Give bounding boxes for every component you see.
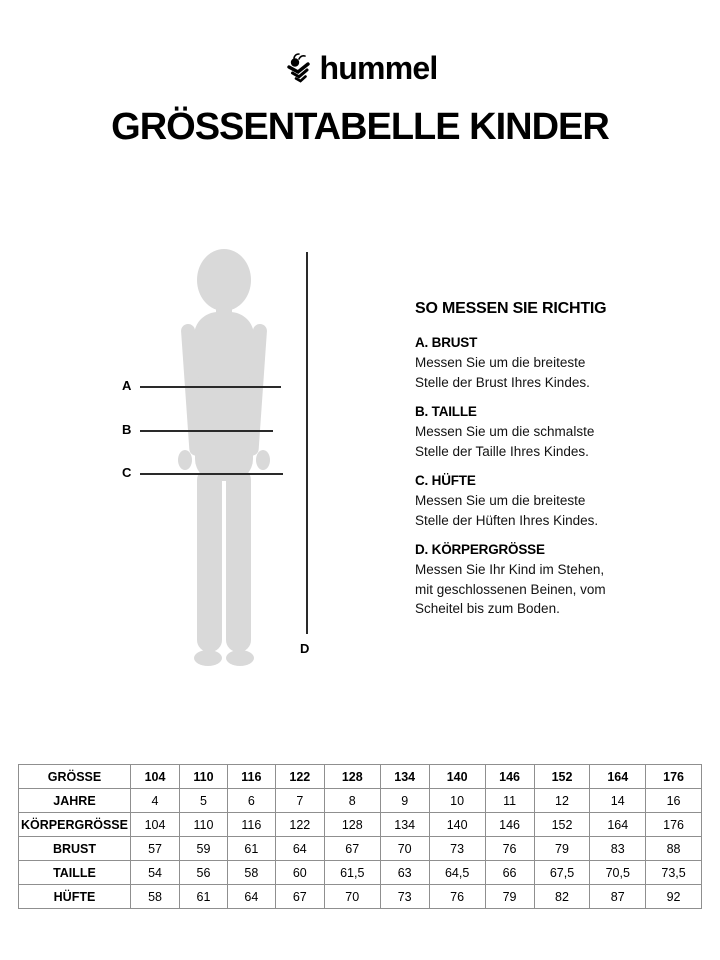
measure-line-d [306,252,308,634]
size-value-cell: 61 [227,837,275,861]
size-value-cell: 66 [485,861,534,885]
measure-line-c [140,473,283,475]
instruction-text: Messen Sie um die schmalste Stelle der Taille Ihres Kindes. [415,424,595,459]
size-value-cell: 58 [130,885,179,909]
measure-label-b: B [122,422,132,437]
size-value-cell: 116 [227,765,275,789]
instruction-item [415,404,615,461]
size-value-cell: 146 [485,765,534,789]
size-value-cell: 70,5 [590,861,646,885]
size-value-cell: 164 [590,765,646,789]
table-row [19,861,702,885]
size-value-cell: 128 [324,765,380,789]
instruction-text: Messen Sie Ihr Kind im Stehen, mit geschlossenen Beinen, vom Scheitel bis zum Boden. [415,562,606,616]
row-label: GRÖSSE [19,765,131,789]
size-table [18,764,702,909]
table-row [19,837,702,861]
size-value-cell: 92 [646,885,702,909]
size-value-cell: 63 [380,861,429,885]
size-value-cell: 76 [429,885,485,909]
size-value-cell: 110 [180,765,228,789]
instruction-item [415,335,615,392]
size-value-cell: 10 [429,789,485,813]
size-value-cell: 9 [380,789,429,813]
row-label: JAHRE [19,789,131,813]
instruction-text: Messen Sie um die breiteste Stelle der Brust Ihres Kindes. [415,355,590,390]
size-value-cell: 176 [646,813,702,837]
measure-label-c: C [122,465,132,480]
size-value-cell: 61,5 [324,861,380,885]
size-value-cell: 152 [534,765,590,789]
size-value-cell: 57 [130,837,179,861]
size-value-cell: 14 [590,789,646,813]
size-value-cell: 67 [275,885,324,909]
size-value-cell: 64 [275,837,324,861]
instructions-title: SO MESSEN SIE RICHTIG [415,300,607,317]
size-value-cell: 61 [180,885,228,909]
size-value-cell: 56 [180,861,228,885]
size-value-cell: 140 [429,813,485,837]
page-title: GRÖSSENTABELLE KINDER [111,106,609,148]
size-value-cell: 64,5 [429,861,485,885]
size-value-cell: 70 [380,837,429,861]
size-value-cell: 104 [130,813,179,837]
size-value-cell: 116 [227,813,275,837]
instruction-list [415,335,615,619]
size-value-cell: 73 [380,885,429,909]
table-row [19,765,702,789]
table-row [19,789,702,813]
size-value-cell: 58 [227,861,275,885]
child-silhouette [166,246,282,675]
instruction-heading: D. KÖRPERGRÖSSE [415,542,545,557]
measure-label-d: D [300,641,310,656]
size-value-cell: 76 [485,837,534,861]
hummel-bee-icon [283,52,317,89]
size-value-cell: 4 [130,789,179,813]
size-value-cell: 82 [534,885,590,909]
measuring-instructions [415,300,615,631]
size-value-cell: 11 [485,789,534,813]
size-value-cell: 79 [485,885,534,909]
instruction-item [415,542,615,619]
size-value-cell: 6 [227,789,275,813]
size-value-cell: 64 [227,885,275,909]
size-value-cell: 83 [590,837,646,861]
row-label: HÜFTE [19,885,131,909]
size-value-cell: 104 [130,765,179,789]
size-value-cell: 176 [646,765,702,789]
hummel-logo [0,50,720,89]
size-value-cell: 134 [380,813,429,837]
size-value-cell: 164 [590,813,646,837]
instruction-heading: C. HÜFTE [415,473,476,488]
brand-wordmark: hummel [319,50,438,86]
instruction-heading: A. BRUST [415,335,478,350]
measure-line-b [140,430,273,432]
instruction-item [415,473,615,530]
size-value-cell: 70 [324,885,380,909]
size-value-cell: 87 [590,885,646,909]
size-value-cell: 110 [180,813,228,837]
table-row [19,885,702,909]
measure-label-a: A [122,378,132,393]
table-row [19,813,702,837]
size-value-cell: 146 [485,813,534,837]
size-value-cell: 12 [534,789,590,813]
instruction-text: Messen Sie um die breiteste Stelle der Hüften Ihres Kindes. [415,493,599,528]
size-value-cell: 122 [275,765,324,789]
size-value-cell: 79 [534,837,590,861]
size-value-cell: 122 [275,813,324,837]
size-value-cell: 152 [534,813,590,837]
size-value-cell: 7 [275,789,324,813]
size-value-cell: 54 [130,861,179,885]
size-value-cell: 8 [324,789,380,813]
size-value-cell: 59 [180,837,228,861]
row-label: BRUST [19,837,131,861]
size-value-cell: 88 [646,837,702,861]
row-label: KÖRPERGRÖSSE [19,813,131,837]
size-value-cell: 73 [429,837,485,861]
size-value-cell: 134 [380,765,429,789]
size-table-body [19,765,702,909]
size-value-cell: 60 [275,861,324,885]
size-value-cell: 140 [429,765,485,789]
row-label: TAILLE [19,861,131,885]
instruction-heading: B. TAILLE [415,404,477,419]
size-value-cell: 67 [324,837,380,861]
size-value-cell: 67,5 [534,861,590,885]
size-value-cell: 128 [324,813,380,837]
size-value-cell: 73,5 [646,861,702,885]
size-value-cell: 16 [646,789,702,813]
size-value-cell: 5 [180,789,228,813]
measure-line-a [140,386,281,388]
